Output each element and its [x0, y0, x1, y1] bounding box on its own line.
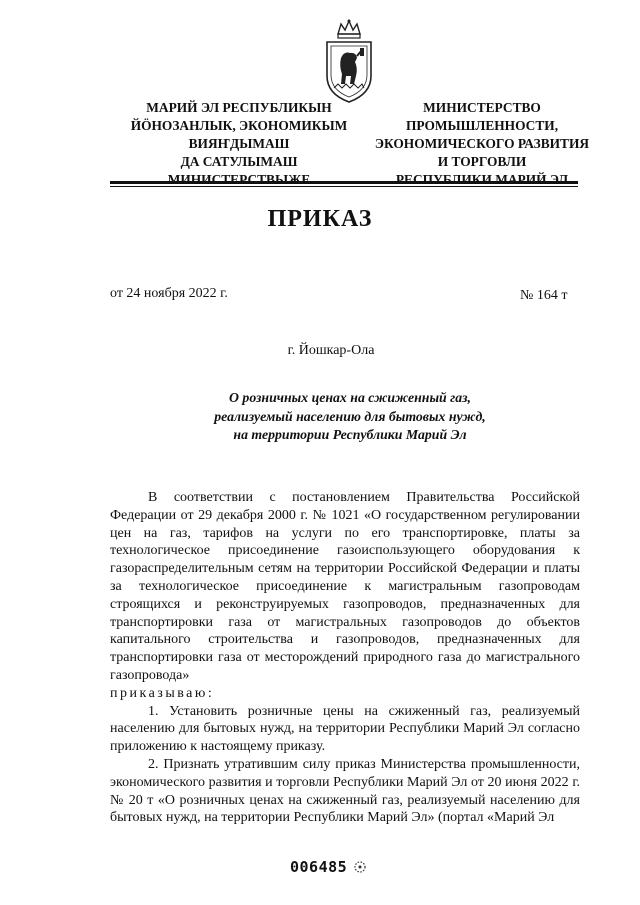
header-right-line: РЕСПУБЛИКИ МАРИЙ ЭЛ	[395, 172, 569, 187]
header-right-line: ЭКОНОМИЧЕСКОГО РАЗВИТИЯ	[374, 136, 590, 151]
header-left-line: ДА САТУЛЫМАШ	[180, 154, 298, 169]
header-divider-thick	[110, 181, 578, 184]
header-right-line: И ТОРГОВЛИ	[437, 154, 527, 169]
order-body	[110, 489, 580, 827]
header-left-line: МИНИСТЕРСТВЫЖЕ	[167, 172, 311, 187]
body-order-word: приказываю:	[110, 685, 215, 701]
subject-line: О розничных ценах на сжиженный газ,	[229, 390, 471, 405]
header-right-block	[366, 99, 598, 189]
document-title: ПРИКАЗ	[267, 206, 373, 232]
order-subject	[150, 389, 550, 445]
header-divider-thin	[110, 186, 578, 187]
header-left-line: ВИЯҤДЫМАШ	[188, 136, 290, 151]
order-date: от 24 ноября 2022 г.	[110, 286, 228, 301]
subject-line: реализуемый населению для бытовых нужд,	[214, 408, 486, 424]
body-preamble: В соответствии с постановлением Правительства Российской Федерации от 29 декабря 2000 г. № 1021 «О государственном регулировании цен на газ, тарифов на услуги по его транспортировке, платы за технологическое присоединение газоиспользующего оборудования к газораспределительным сетям на территории Российской Федерации и платы за технологическое присоединение к магистральным газопроводам строящихся и реконструируемых газопроводов, предназначенных для транспортировки газа от магистральных газопроводов до объектов капитального строительства и газопроводов, предназначенных для транспортировки газа от месторождений природного газа до магистрального газопровода»	[110, 490, 580, 683]
subject-line: на территории Республики Марий Эл	[233, 427, 467, 442]
header-left-line: МАРИЙ ЭЛ РЕСПУБЛИКЫН	[146, 100, 332, 115]
document-serial-number: 006485	[290, 858, 348, 876]
security-mark-icon	[352, 859, 368, 875]
header-left-line: ЙÖНОЗАНЛЫК, ЭКОНОМИКЫМ	[130, 118, 348, 133]
body-item-1: 1. Установить розничные цены на сжиженный газ, реализуемый населению для бытовых нужд, на территории Республики Марий Эл согласно приложению к настоящему приказу.	[110, 703, 580, 755]
body-item-2: 2. Признать утратившим силу приказ Министерства промышленности, экономического развития и торговли Республики Марий Эл от 20 июня 2022 г. № 20 т «О розничных ценах на сжиженный газ, реализуемый населению для бытовых нужд, на территории Республики Марий Эл» (портал «Марий Эл	[110, 756, 580, 826]
header-right-line: МИНИСТЕРСТВО	[423, 100, 541, 115]
republic-mari-el-coat-of-arms-icon	[324, 18, 374, 104]
order-number: № 164 т	[520, 288, 568, 303]
order-city: г. Йошкар-Ола	[287, 343, 375, 358]
header-left-block	[108, 99, 370, 189]
header-right-line: ПРОМЫШЛЕННОСТИ,	[405, 118, 559, 133]
